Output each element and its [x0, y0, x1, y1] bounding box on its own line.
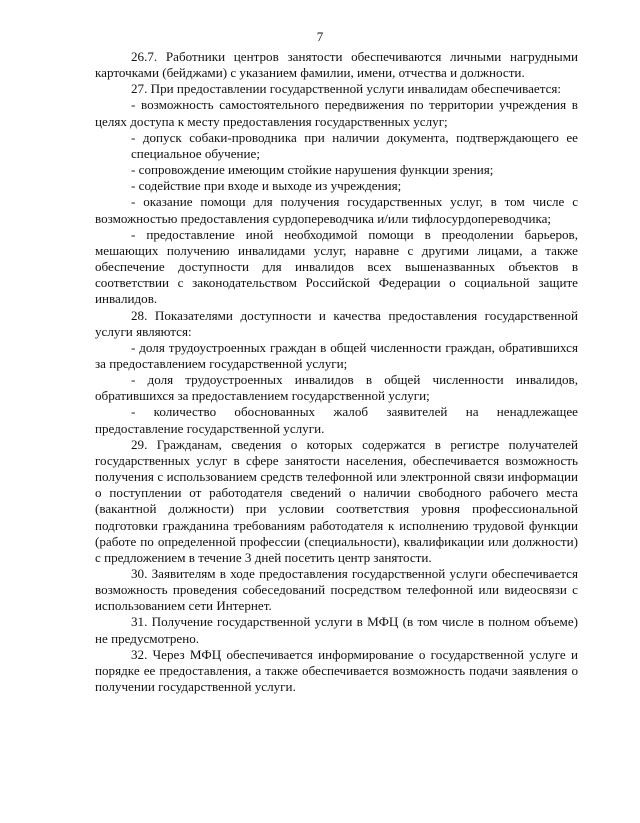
paragraph: - доля трудоустроенных инвалидов в общей численности инвалидов, обратившихся за предоставлением государственной услуги; [95, 372, 578, 404]
paragraph: 31. Получение государственной услуги в МФЦ (в том числе в полном объеме) не предусмотрено. [95, 614, 578, 646]
paragraph: - возможность самостоятельного передвижения по территории учреждения в целях доступа к месту предоставления государственных услуг; [95, 97, 578, 129]
paragraph: - содействие при входе и выходе из учреждения; [131, 178, 402, 194]
paragraph: - количество обоснованных жалоб заявителей на ненадлежащее предоставление государственной услуги. [95, 404, 578, 436]
document-body [95, 49, 578, 695]
paragraph: 32. Через МФЦ обеспечивается информирование о государственной услуге и порядке ее предоставления, а также обеспечивается возможность подачи заявления о получении государственной услуги. [95, 646, 578, 695]
paragraph: 29. Гражданам, сведения о которых содержатся в регистре получателей государственных услуг в сфере занятости населения, обеспечивается возможность получения с использованием средств телефонной или электронной связи информации о поступлении от работодателя сведений о наличии свободного рабочего места (вакантной должности) при условии соответствия уровня профессиональной подготовки гражданина требованиям работодателя к исполнению трудовой функции (работе по определенной профессии (специальности), квалификации или должности) с предложением в течение 3 дней посетить центр занятости. [95, 436, 578, 565]
paragraph: - сопровождение имеющим стойкие нарушения функции зрения; [131, 162, 494, 178]
paragraph: - доля трудоустроенных граждан в общей численности граждан, обратившихся за предоставлением государственной услуги; [95, 339, 578, 371]
paragraph: 27. При предоставлении государственной услуги инвалидам обеспечивается: [131, 81, 562, 97]
paragraph: - оказание помощи для получения государственных услуг, в том числе с возможностью предоставления сурдопереводчика и/или тифлосурдопереводчика; [95, 194, 578, 226]
paragraph: - допуск собаки-проводника при наличии документа, подтверждающего ее специальное обучение; [131, 129, 578, 161]
paragraph: - предоставление иной необходимой помощи в преодолении барьеров, мешающих получению инвалидами услуг, наравне с другими лицами, а также обеспечение доступности для инвалидов всех вышеназванных объектов в соответствии с законодательством Российской Федерации о социальной защите инвалидов. [95, 226, 578, 307]
page-number: 7 [316, 29, 324, 44]
paragraph: 28. Показателями доступности и качества предоставления государственной услуги являются: [95, 307, 578, 339]
paragraph: 30. Заявителям в ходе предоставления государственной услуги обеспечивается возможность проведения собеседований посредством телефонной или видеосвязи с использованием сети Интернет. [95, 566, 578, 614]
paragraph: 26.7. Работники центров занятости обеспечиваются личными нагрудными карточками (бейджами) с указанием фамилии, имени, отчества и должности. [95, 49, 578, 81]
